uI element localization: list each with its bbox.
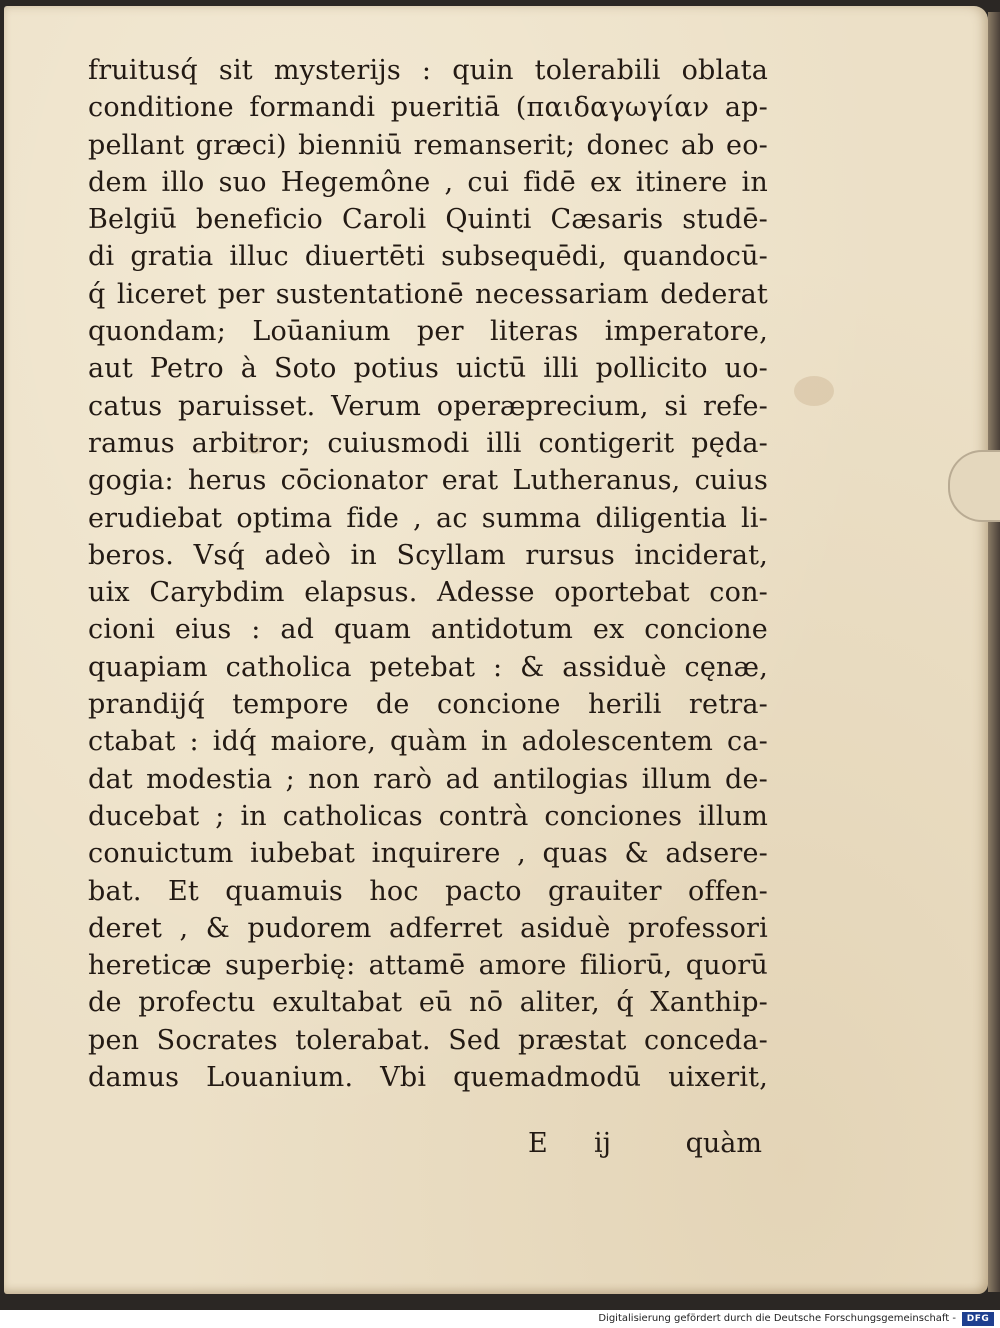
text-line: conditione formandi pueritiā (παιδαγωγίαν ap- [88, 92, 768, 124]
catchword: quàm [685, 1128, 762, 1159]
page-fore-edge [988, 12, 1000, 1292]
text-line: de profectu exultabat eū nō aliter, q́ Xanthip- [88, 987, 768, 1019]
text-line: fruitusq́ sit mysterijs : quin tolerabili oblata [88, 55, 768, 86]
text-line: pellant græci) bienniū remanserit; donec ab eo- [88, 129, 768, 161]
text-line: aut Petro à Soto potius uictū illi pollicito uo- [88, 353, 768, 385]
footer-credit: Digitalisierung gefördert durch die Deutsche Forschungsgemeinschaft - [598, 1313, 956, 1324]
text-line: hereticæ superbię: attamē amore filiorū, quorū [88, 950, 768, 982]
text-line: prandijq́ tempore de concione herili retra- [88, 689, 768, 721]
page-catchline [88, 1124, 768, 1164]
text-line: bat. Et quamuis hoc pacto grauiter offen- [88, 875, 768, 907]
text-line: beros. Vsq́ adeò in Scyllam rursus inciderat, [88, 539, 768, 571]
text-line: gogia: herus cōcionator erat Lutheranus, cuius [88, 465, 768, 497]
page-text-block [88, 52, 768, 1096]
signature-mark: E [528, 1128, 548, 1159]
text-line: ctabat : idq́ maiore, quàm in adolescentem ca- [88, 726, 768, 758]
digitization-footer [0, 1310, 1000, 1328]
text-line: uix Carybdim elapsus. Adesse oportebat con- [88, 577, 768, 609]
text-line: erudiebat optima fide , ac summa diligentia li- [88, 502, 768, 534]
text-line: catus paruisset. Verum operæprecium, si refe- [88, 390, 768, 422]
text-line: conuictum iubebat inquirere , quas & adsere- [88, 838, 768, 870]
leaf-number: ij [594, 1128, 612, 1159]
text-line: di gratia illuc diuertēti subsequēdi, quandocū- [88, 241, 768, 273]
text-line: ducebat ; in catholicas contrà conciones illum [88, 800, 768, 832]
paper-stain [794, 376, 834, 406]
text-line: damus Louanium. Vbi quemadmodū uixerit, [88, 1062, 768, 1094]
text-line: ramus arbitror; cuiusmodi illi contigerit pęda- [88, 427, 768, 459]
text-line: deret , & pudorem adferret asiduè professori [88, 912, 768, 944]
text-line: Belgiū beneficio Caroli Quinti Cæsaris studē- [88, 204, 768, 236]
text-line: dat modestia ; non rarò ad antilogias illum de- [88, 763, 768, 795]
text-line: pen Socrates tolerabat. Sed præstat conceda- [88, 1024, 768, 1056]
text-line: cioni eius : ad quam antidotum ex concione [88, 614, 768, 646]
text-line: q́ liceret per sustentationē necessariam dederat [88, 278, 768, 310]
text-line: quondam; Loūanium per literas imperatore, [88, 316, 768, 348]
text-line: quapiam catholica petebat : & assiduè cęnæ, [88, 651, 768, 683]
dfg-logo: DFG [962, 1312, 994, 1326]
text-line: dem illo suo Hegemône , cui fidē ex itinere in [88, 166, 768, 198]
